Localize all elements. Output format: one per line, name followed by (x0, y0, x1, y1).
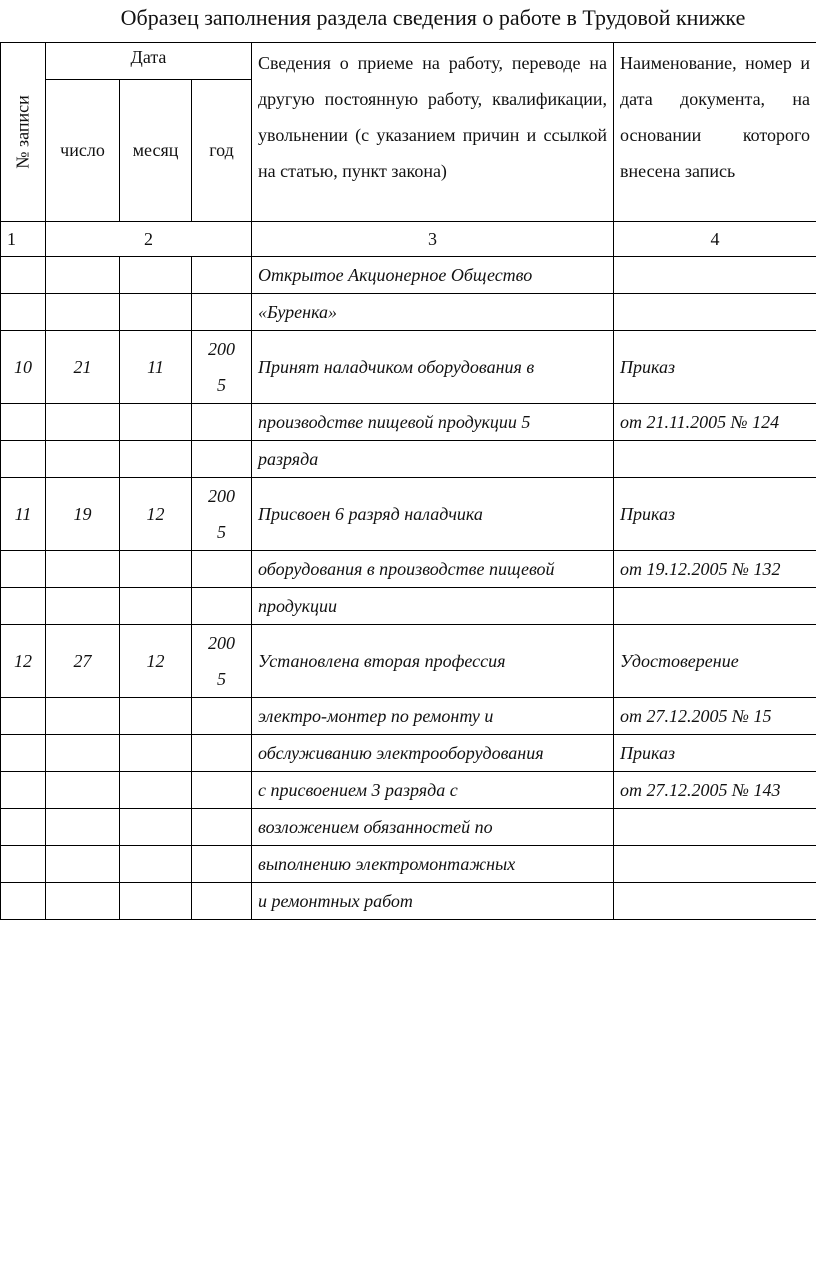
table-row (1, 331, 816, 404)
year-header: год (192, 80, 252, 222)
year-cell (192, 551, 252, 588)
record-info-cell: Принят наладчиком оборудования в (252, 331, 614, 404)
year-cell (192, 404, 252, 441)
record-number-cell (1, 294, 46, 331)
year-part-2: 5 (217, 375, 226, 395)
record-no-header (1, 43, 46, 222)
column-numbers-row (1, 222, 816, 257)
year-cell (192, 846, 252, 883)
document-cell (614, 588, 816, 625)
month-cell (120, 294, 192, 331)
table-row (1, 294, 816, 331)
day-cell: 21 (46, 331, 120, 404)
day-cell (46, 441, 120, 478)
record-info-cell: производстве пищевой продукции 5 (252, 404, 614, 441)
table-row (1, 735, 816, 772)
record-number-cell (1, 404, 46, 441)
month-cell (120, 735, 192, 772)
record-info-cell: обслуживанию электрооборудования (252, 735, 614, 772)
record-number-cell (1, 846, 46, 883)
col-number-3: 3 (252, 222, 614, 257)
table-row (1, 404, 816, 441)
month-cell (120, 772, 192, 809)
record-number-cell (1, 698, 46, 735)
table-row (1, 441, 816, 478)
record-info-cell: Открытое Акционерное Общество (252, 257, 614, 294)
document-cell: Приказ (614, 331, 816, 404)
document-cell: от 27.12.2005 № 15 (614, 698, 816, 735)
col-number-1: 1 (1, 222, 46, 257)
header-row (1, 43, 816, 80)
day-cell (46, 698, 120, 735)
year-cell (192, 331, 252, 404)
year-cell (192, 735, 252, 772)
record-info-cell: возложением обязанностей по (252, 809, 614, 846)
month-cell (120, 883, 192, 920)
page-title: Образец заполнения раздела сведения о работе в Трудовой книжке (120, 5, 746, 30)
record-info-cell: Присвоен 6 разряд наладчика (252, 478, 614, 551)
month-cell (120, 404, 192, 441)
year-part-2: 5 (217, 669, 226, 689)
table-row (1, 698, 816, 735)
month-cell (120, 809, 192, 846)
day-cell (46, 257, 120, 294)
year-part-1: 200 (208, 339, 235, 359)
record-number-cell (1, 883, 46, 920)
record-number-cell (1, 257, 46, 294)
col-number-2: 2 (46, 222, 252, 257)
record-info-cell: Установлена вторая профессия (252, 625, 614, 698)
month-cell (120, 551, 192, 588)
year-cell (192, 698, 252, 735)
record-number-cell: 11 (1, 478, 46, 551)
month-header: месяц (120, 80, 192, 222)
day-cell: 19 (46, 478, 120, 551)
day-cell (46, 883, 120, 920)
record-number-cell (1, 588, 46, 625)
year-part-1: 200 (208, 486, 235, 506)
year-part-2: 5 (217, 522, 226, 542)
document-cell (614, 294, 816, 331)
day-cell: 27 (46, 625, 120, 698)
month-cell (120, 698, 192, 735)
day-cell (46, 735, 120, 772)
record-info-cell: разряда (252, 441, 614, 478)
day-header: число (46, 80, 120, 222)
record-number-cell: 12 (1, 625, 46, 698)
table-row (1, 809, 816, 846)
document-cell: Удостоверение (614, 625, 816, 698)
record-info-cell: «Буренка» (252, 294, 614, 331)
month-cell: 11 (120, 331, 192, 404)
document-header: Наименование, номер и дата документа, на основании которого внесена запись (614, 43, 816, 222)
day-cell (46, 294, 120, 331)
record-number-cell (1, 809, 46, 846)
record-info-cell: продукции (252, 588, 614, 625)
table-row (1, 846, 816, 883)
year-cell (192, 478, 252, 551)
year-cell (192, 809, 252, 846)
document-cell: Приказ (614, 478, 816, 551)
year-part-1: 200 (208, 633, 235, 653)
month-cell: 12 (120, 478, 192, 551)
day-cell (46, 809, 120, 846)
year-cell (192, 441, 252, 478)
record-number-cell (1, 441, 46, 478)
month-cell (120, 441, 192, 478)
table-row (1, 772, 816, 809)
document-cell: Приказ (614, 735, 816, 772)
table-row (1, 551, 816, 588)
col-number-4: 4 (614, 222, 816, 257)
day-cell (46, 588, 120, 625)
month-cell: 12 (120, 625, 192, 698)
year-cell (192, 772, 252, 809)
document-cell: от 21.11.2005 № 124 (614, 404, 816, 441)
document-cell (614, 846, 816, 883)
year-cell (192, 294, 252, 331)
info-header: Сведения о приеме на работу, переводе на другую постоянную работу, квалификации, увольнении (с указанием причин и ссылкой на статью, пункт закона) (252, 43, 614, 222)
record-info-cell: выполнению электромонтажных (252, 846, 614, 883)
table-row (1, 625, 816, 698)
year-cell (192, 257, 252, 294)
record-info-cell: и ремонтных работ (252, 883, 614, 920)
day-cell (46, 404, 120, 441)
year-cell (192, 588, 252, 625)
month-cell (120, 846, 192, 883)
year-cell (192, 883, 252, 920)
month-cell (120, 257, 192, 294)
day-cell (46, 846, 120, 883)
record-number-cell (1, 551, 46, 588)
record-no-label: № записи (12, 95, 33, 169)
document-cell: от 27.12.2005 № 143 (614, 772, 816, 809)
record-info-cell: с присвоением 3 разряда с (252, 772, 614, 809)
record-info-cell: оборудования в производстве пищевой (252, 551, 614, 588)
table-row (1, 883, 816, 920)
date-header: Дата (46, 43, 252, 80)
table-row (1, 257, 816, 294)
table-row (1, 478, 816, 551)
document-cell (614, 809, 816, 846)
day-cell (46, 772, 120, 809)
document-cell (614, 883, 816, 920)
month-cell (120, 588, 192, 625)
work-record-table (0, 42, 816, 920)
record-number-cell (1, 772, 46, 809)
year-cell (192, 625, 252, 698)
record-info-cell: электро-монтер по ремонту и (252, 698, 614, 735)
record-number-cell (1, 735, 46, 772)
record-number-cell: 10 (1, 331, 46, 404)
document-cell (614, 441, 816, 478)
table-row (1, 588, 816, 625)
document-cell: от 19.12.2005 № 132 (614, 551, 816, 588)
document-cell (614, 257, 816, 294)
day-cell (46, 551, 120, 588)
